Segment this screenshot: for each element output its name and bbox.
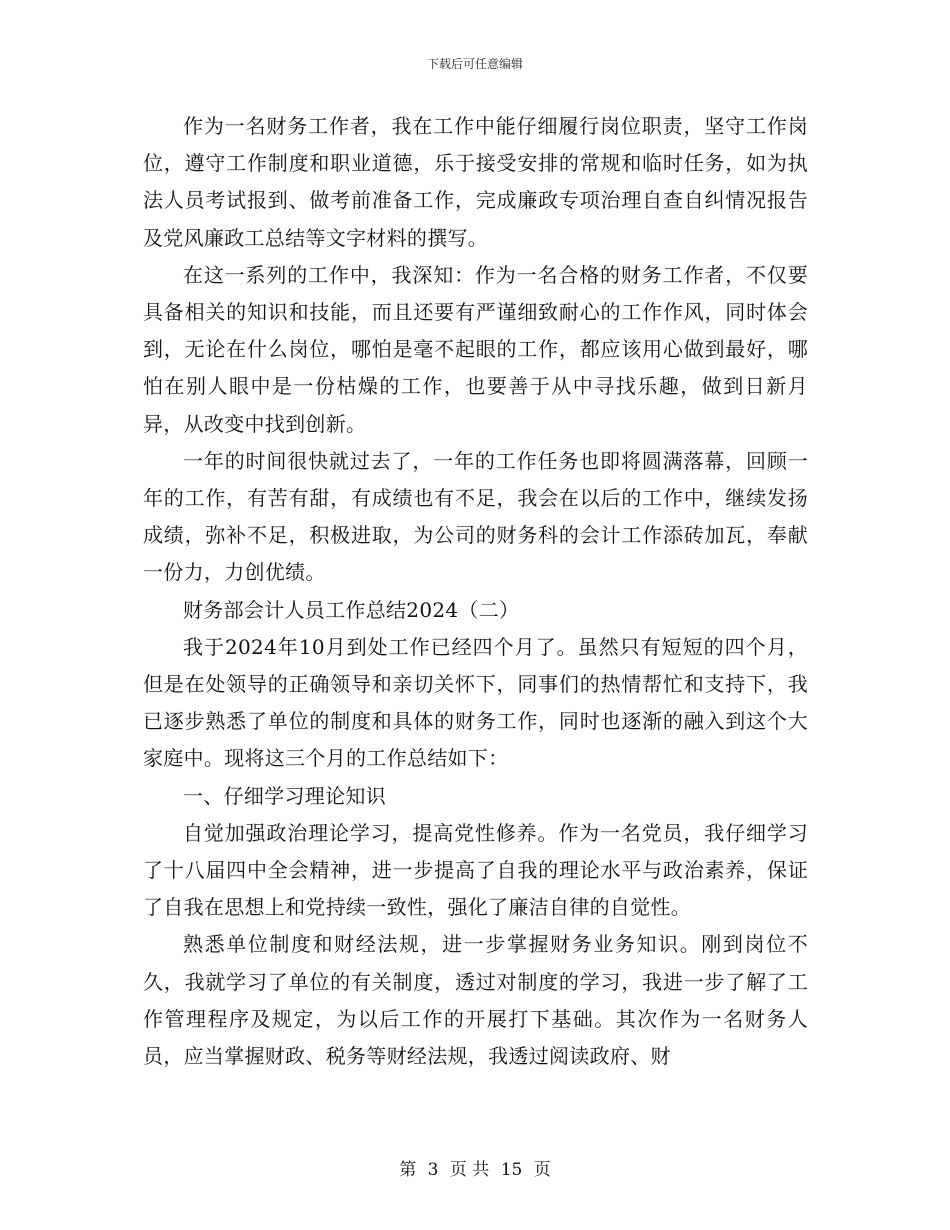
section-heading: 一、仔细学习理论知识: [183, 783, 386, 808]
paragraph: 自觉加强政治理论学习，提高党性修养。作为一名党员，我仔细学习了十八届四中全会精神，进一步提高了自我的理论水平与政治素养，保证了自我在思想上和党持续一致性，强化了廉洁自律的自觉性。: [143, 820, 808, 920]
footer-middle: 页 共: [449, 1160, 490, 1180]
paragraph: 一年的时间很快就过去了，一年的工作任务也即将圆满落幕，回顾一年的工作，有苦有甜，有成绩也有不足，我会在以后的工作中，继续发扬成绩，弥补不足，积极进取，为公司的财务科的会计工作添砖加瓦，奉献一份力，力创优绩。: [143, 448, 808, 585]
document-body: [143, 108, 808, 1075]
paragraph: 作为一名财务工作者，我在工作中能仔细履行岗位职责，坚守工作岗位，遵守工作制度和职业道德，乐于接受安排的常规和临时任务，如为执法人员考试报到、做考前准备工作，完成廉政专项治理自查自纠情况报告及党风廉政工总结等文字材料的撰写。: [143, 114, 808, 250]
page-footer: [0, 1155, 950, 1180]
paragraph: 熟悉单位制度和财经法规，进一步掌握财务业务知识。刚到岗位不久，我就学习了单位的有关制度，透过对制度的学习，我进一步了解了工作管理程序及规定，为以后工作的开展打下基础。其次作为一名财务人员，应当掌握财政、税务等财经法规，我透过阅读政府、财: [143, 932, 808, 1069]
current-page-number: 3: [427, 1160, 439, 1180]
footer-prefix: 第: [399, 1160, 417, 1180]
total-page-count: 15: [500, 1160, 523, 1180]
footer-suffix: 页: [533, 1160, 551, 1180]
section-title: 财务部会计人员工作总结2024（二）: [183, 597, 520, 622]
paragraph: 我于2024年10月到处工作已经四个月了。虽然只有短短的四个月，但是在处领导的正确领导和亲切关怀下，同事们的热情帮忙和支持下，我已逐步熟悉了单位的制度和具体的财务工作，同时也逐渐的融入到这个大家庭中。现将这三个月的工作总结如下：: [143, 634, 808, 771]
page-header: 下载后可任意编辑: [426, 57, 523, 71]
paragraph: 在这一系列的工作中，我深知：作为一名合格的财务工作者，不仅要具备相关的知识和技能，而且还要有严谨细致耐心的工作作风，同时体会到，无论在什么岗位，哪怕是毫不起眼的工作，都应该用心做到最好，哪怕在别人眼中是一份枯燥的工作，也要善于从中寻找乐趣，做到日新月异，从改变中找到创新。: [143, 262, 808, 436]
